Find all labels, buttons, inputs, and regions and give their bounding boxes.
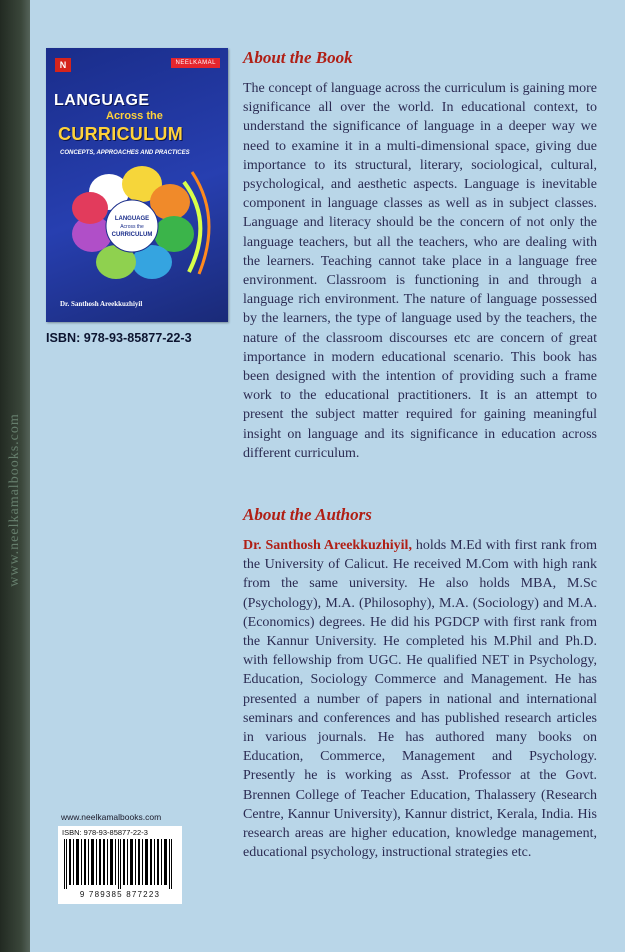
about-book-heading: About the Book	[243, 48, 353, 67]
author-name: Dr. Santhosh Areekkuzhiyil,	[243, 538, 412, 553]
publisher-brand: NEELKAMAL	[171, 58, 220, 68]
cover-title-line3: CURRICULUM	[58, 124, 183, 144]
book-spine	[0, 0, 30, 952]
cover-center-label-2: Across the	[120, 224, 144, 230]
cover-subtitle: CONCEPTS, APPROACHES AND PRACTICES	[60, 150, 190, 156]
book-cover-thumbnail	[46, 48, 228, 322]
barcode-panel	[58, 812, 183, 904]
cover-title-line1: LANGUAGE	[54, 92, 150, 109]
barcode-digits: 9 789385 877223	[79, 890, 161, 899]
cover-flower-illustration	[64, 162, 214, 292]
barcode-isbn: ISBN: 978-93-85877-22-3	[62, 828, 148, 837]
cover-author: Dr. Santhosh Areekkuzhiyil	[60, 300, 143, 308]
barcode-icon	[64, 839, 176, 889]
about-authors-heading: About the Authors	[243, 505, 372, 524]
publisher-logo-icon: N	[55, 58, 71, 72]
author-bio: holds M.Ed with first rank from the University of Calicut. He received M.Com with high rank from the same university. He also holds MBA, M.Sc (Psychology), M.A. (Philosophy), M.A. (Sociology) and M.A. (Economics) degrees. He did his PGDCP with first rank from the Kannur University. He completed his M.Phil and Ph.D. with fellowship from UGC. He qualified NET in Psychology, Education, Sociology Commerce and Management. He has presented a number of papers in national and international seminars and conferences and has published research articles in various journals. He has authored many books on Education, Commerce, Management and Psychology. Presently he is working as Asst. Professor at the Govt. Brennen College of Teacher Education, Thalassery (Research Centre, Kannur University), Kannur district, Kerala, India. His research areas are higher education, knowledge management, educational psychology, instructional strategies etc.	[243, 538, 597, 861]
isbn-label: ISBN: 978-93-85877-22-3	[46, 331, 192, 345]
cover-title-line2: Across the	[106, 110, 163, 122]
publisher-website: www.neelkamalbooks.com	[61, 812, 162, 822]
cover-center-label-1: LANGUAGE	[114, 216, 150, 222]
about-book-text: The concept of language across the curriculum is gaining more significance all over the world. In educational context, to understand the significance of language in a deeper way we need to examine it in a multi-dimensional space, giving due importance to its structural, literary, sociological, cultural, psychological, and aesthetic aspects. Language is inevitable component in language classes as well as in subject classes. Language and literacy should be the concern of not only the language teachers, but all the teachers, who are dealing with the learners. Teaching cannot take place in a language free environment. Classroom is functioning in and through a language rich environment. The nature of language possessed by the learners, the type of language used by the teachers, the nature of the classroom discourses etc are concern of great importance in modern educational scenario. This book has been designed with the intention of providing such a frame work to the educational practitioners. It is an attempt to present the subject matter required for gaining meaningful insight on language and its significance in education across different curriculum.	[243, 81, 597, 461]
spine-website: www.neelkamalbooks.com	[7, 413, 22, 587]
barcode-box	[58, 826, 182, 904]
about-authors-text	[243, 536, 597, 862]
cover-center-label-3: CURRICULUM	[111, 232, 153, 238]
